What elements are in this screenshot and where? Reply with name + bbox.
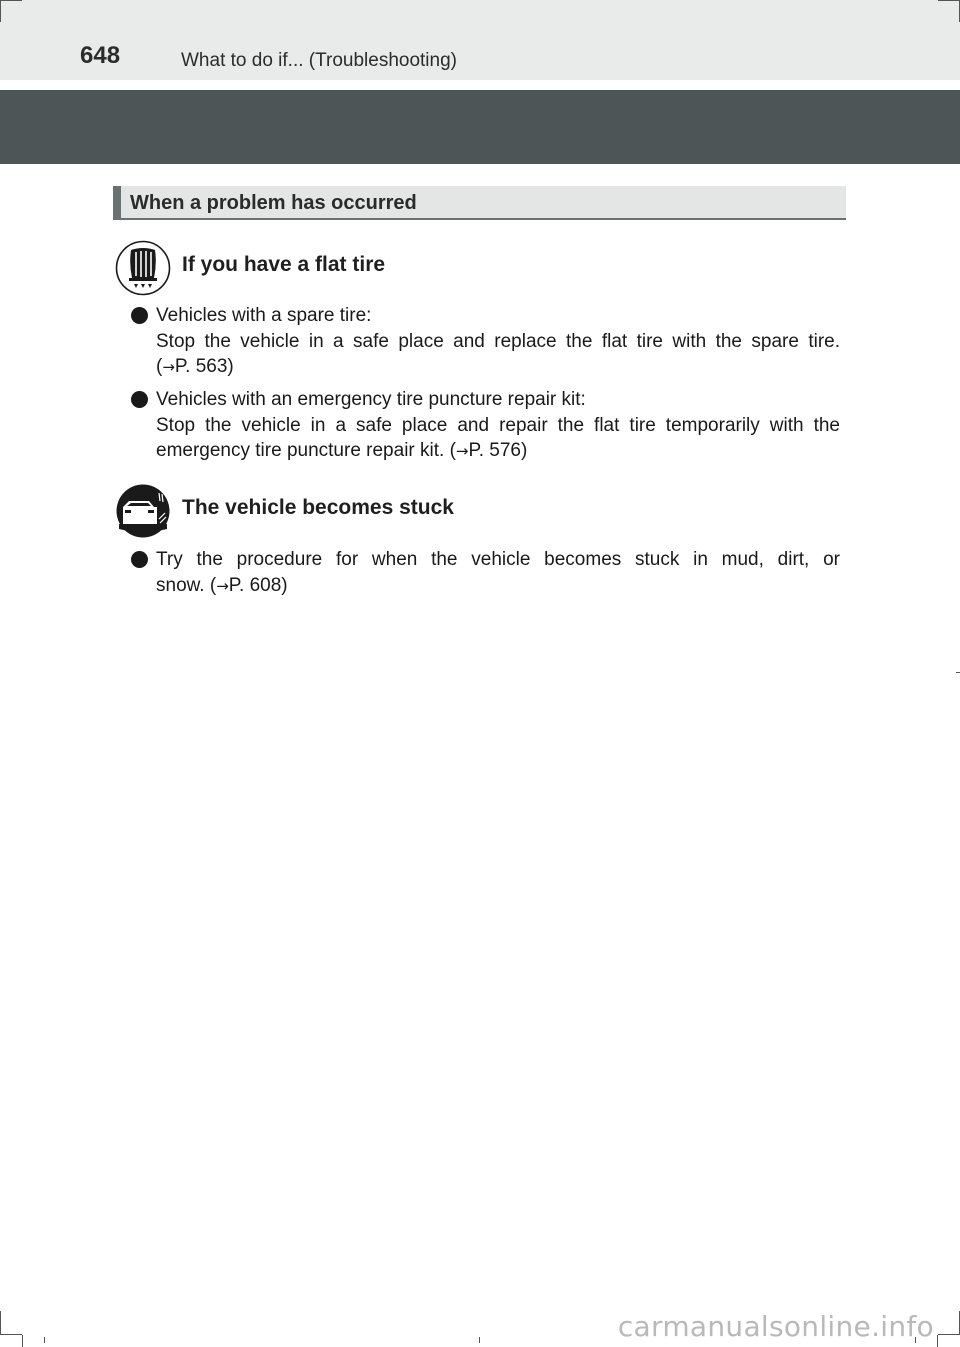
- section-title: When a problem has occurred: [130, 192, 417, 214]
- crop-mark: [0, 1311, 1, 1335]
- section-heading-bar: [113, 186, 846, 220]
- crop-mark: [937, 1335, 938, 1347]
- page-reference-text: P. 563: [174, 356, 228, 377]
- page-header: [0, 0, 960, 80]
- bullet-body: Try the procedure for when the vehicle becomes stuck in mud, dirt, or: [156, 549, 840, 570]
- crop-mark: [956, 672, 960, 673]
- crop-mark: [22, 1335, 23, 1347]
- arrow-right-icon: →: [455, 442, 469, 460]
- crop-mark: [0, 0, 1, 22]
- crop-mark: [938, 0, 960, 1]
- bullet-dot: [131, 307, 148, 324]
- bullet-body-text: snow.: [156, 574, 205, 596]
- flat-tire-title: If you have a flat tire: [182, 253, 386, 276]
- bullet-body-end: snow. (→P. 608): [156, 574, 288, 596]
- list-item: [131, 303, 840, 381]
- stuck-title: The vehicle becomes stuck: [182, 496, 454, 519]
- bullet-body-text: emergency tire puncture repair kit.: [156, 440, 445, 461]
- bullet-body: Stop the vehicle in a safe place and replace the flat tire with the spare tire.: [156, 330, 840, 352]
- bullet-body-end: emergency tire puncture repair kit. (→P. 576): [156, 440, 528, 461]
- bullet-body: Stop the vehicle in a safe place and repair the flat tire temporarily with the: [156, 414, 840, 436]
- crop-mark: [938, 1334, 960, 1335]
- crop-mark: [0, 1334, 22, 1335]
- bullet-dot: [131, 391, 148, 408]
- stuck-vehicle-icon: [115, 483, 171, 539]
- flat-tire-heading: [115, 240, 855, 296]
- crop-mark: [0, 0, 22, 1]
- bullet-dot: [131, 551, 148, 568]
- crop-mark: [479, 1337, 480, 1343]
- bullet-heading: Vehicles with a spare tire:: [156, 305, 372, 326]
- stuck-heading: [115, 483, 855, 539]
- page-reference-text: P. 576: [468, 440, 521, 461]
- arrow-right-icon: →: [216, 576, 229, 595]
- list-item: [131, 387, 840, 465]
- chapter-title: What to do if... (Troubleshooting): [181, 50, 457, 71]
- header-band: [0, 90, 960, 164]
- page-reference-text: P. 608: [228, 574, 282, 596]
- flat-tire-icon: [115, 240, 171, 296]
- arrow-right-icon: →: [162, 358, 175, 376]
- bullet-heading: Vehicles with an emergency tire puncture repair kit:: [156, 389, 586, 410]
- page-number: 648: [80, 42, 121, 69]
- crop-mark: [44, 1337, 45, 1343]
- list-item: [131, 547, 840, 599]
- watermark: carmanualsonline.info: [617, 1310, 934, 1343]
- page-reference: (→P. 563): [156, 356, 234, 377]
